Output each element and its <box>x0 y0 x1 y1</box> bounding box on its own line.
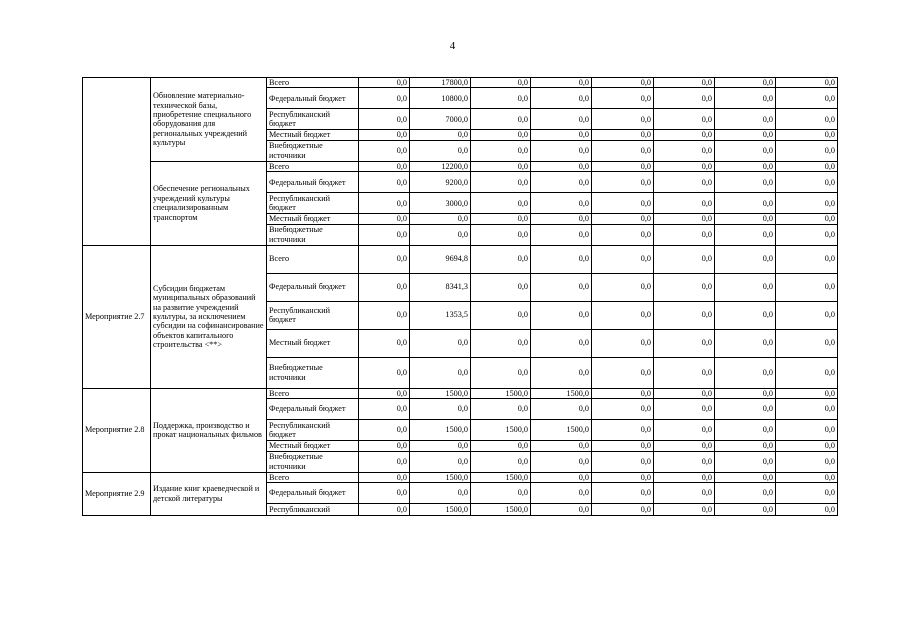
amount-cell: 0,0 <box>654 301 715 329</box>
amount-cell: 0,0 <box>592 109 654 130</box>
amount-cell: 0,0 <box>654 329 715 357</box>
amount-cell: 0,0 <box>776 172 838 193</box>
amount-cell: 0,0 <box>776 451 838 472</box>
funding-source-cell: Федеральный бюджет <box>267 482 359 503</box>
amount-cell: 0,0 <box>531 172 592 193</box>
amount-cell: 0,0 <box>592 451 654 472</box>
amount-cell: 0,0 <box>531 399 592 420</box>
table-row <box>83 161 838 171</box>
amount-cell: 0,0 <box>715 482 776 503</box>
amount-cell: 0,0 <box>410 214 471 224</box>
amount-cell: 0,0 <box>715 140 776 161</box>
amount-cell: 0,0 <box>359 130 410 140</box>
funding-source-cell: Республиканский бюджет <box>267 109 359 130</box>
amount-cell: 0,0 <box>531 357 592 388</box>
amount-cell: 0,0 <box>715 161 776 171</box>
amount-cell: 0,0 <box>531 301 592 329</box>
amount-cell: 0,0 <box>410 441 471 451</box>
table-row <box>83 472 838 482</box>
amount-cell: 0,0 <box>776 441 838 451</box>
amount-cell: 0,0 <box>654 472 715 482</box>
amount-cell: 0,0 <box>592 193 654 214</box>
description-cell: Поддержка, производство и прокат национальных фильмов <box>151 388 267 472</box>
amount-cell: 17800,0 <box>410 78 471 88</box>
amount-cell: 1500,0 <box>410 388 471 398</box>
amount-cell: 0,0 <box>471 301 531 329</box>
amount-cell: 0,0 <box>776 357 838 388</box>
description-cell: Обновление материально-технической базы, приобретение специального оборудования для региональных учреждений культуры <box>151 78 267 162</box>
amount-cell: 0,0 <box>592 503 654 515</box>
amount-cell: 0,0 <box>359 88 410 109</box>
amount-cell: 0,0 <box>471 140 531 161</box>
funding-source-cell: Республиканский бюджет <box>267 420 359 441</box>
amount-cell: 0,0 <box>359 224 410 245</box>
funding-source-cell: Местный бюджет <box>267 214 359 224</box>
table-row <box>83 245 838 273</box>
amount-cell: 0,0 <box>410 399 471 420</box>
amount-cell: 1353,5 <box>410 301 471 329</box>
amount-cell: 0,0 <box>776 161 838 171</box>
amount-cell: 0,0 <box>531 78 592 88</box>
amount-cell: 0,0 <box>592 88 654 109</box>
description-cell: Обеспечение региональных учреждений культуры специализированным транспортом <box>151 161 267 245</box>
funding-source-cell: Федеральный бюджет <box>267 273 359 301</box>
amount-cell: 0,0 <box>715 329 776 357</box>
amount-cell: 0,0 <box>776 130 838 140</box>
measure-cell <box>83 78 151 246</box>
amount-cell: 1500,0 <box>471 420 531 441</box>
amount-cell: 0,0 <box>654 482 715 503</box>
amount-cell: 0,0 <box>715 301 776 329</box>
amount-cell: 0,0 <box>531 245 592 273</box>
amount-cell: 0,0 <box>654 420 715 441</box>
amount-cell: 0,0 <box>531 273 592 301</box>
amount-cell: 0,0 <box>359 301 410 329</box>
amount-cell: 0,0 <box>654 161 715 171</box>
amount-cell: 0,0 <box>359 388 410 398</box>
table-row <box>83 78 838 88</box>
amount-cell: 0,0 <box>776 224 838 245</box>
amount-cell: 0,0 <box>592 472 654 482</box>
budget-table <box>82 77 838 516</box>
amount-cell: 0,0 <box>654 130 715 140</box>
amount-cell: 0,0 <box>715 130 776 140</box>
amount-cell: 0,0 <box>410 482 471 503</box>
amount-cell: 0,0 <box>654 88 715 109</box>
amount-cell: 0,0 <box>715 441 776 451</box>
amount-cell: 0,0 <box>715 357 776 388</box>
amount-cell: 0,0 <box>592 399 654 420</box>
measure-cell: Мероприятие 2.8 <box>83 388 151 472</box>
amount-cell: 0,0 <box>776 329 838 357</box>
amount-cell: 0,0 <box>776 388 838 398</box>
amount-cell: 0,0 <box>715 420 776 441</box>
amount-cell: 0,0 <box>654 109 715 130</box>
amount-cell: 0,0 <box>471 172 531 193</box>
amount-cell: 0,0 <box>715 193 776 214</box>
amount-cell: 0,0 <box>654 503 715 515</box>
funding-source-cell: Местный бюджет <box>267 329 359 357</box>
amount-cell: 0,0 <box>715 224 776 245</box>
amount-cell: 0,0 <box>776 273 838 301</box>
amount-cell: 0,0 <box>776 109 838 130</box>
funding-source-cell: Всего <box>267 472 359 482</box>
amount-cell: 0,0 <box>471 329 531 357</box>
amount-cell: 0,0 <box>776 140 838 161</box>
amount-cell: 0,0 <box>531 88 592 109</box>
budget-table-body <box>83 78 838 516</box>
amount-cell: 0,0 <box>531 140 592 161</box>
amount-cell: 0,0 <box>359 482 410 503</box>
amount-cell: 0,0 <box>654 245 715 273</box>
amount-cell: 0,0 <box>592 161 654 171</box>
amount-cell: 0,0 <box>654 172 715 193</box>
amount-cell: 0,0 <box>471 130 531 140</box>
amount-cell: 0,0 <box>654 451 715 472</box>
amount-cell: 1500,0 <box>471 503 531 515</box>
amount-cell: 0,0 <box>359 329 410 357</box>
amount-cell: 0,0 <box>592 172 654 193</box>
amount-cell: 0,0 <box>592 78 654 88</box>
amount-cell: 0,0 <box>359 451 410 472</box>
amount-cell: 0,0 <box>359 420 410 441</box>
amount-cell: 0,0 <box>715 245 776 273</box>
amount-cell: 0,0 <box>531 161 592 171</box>
amount-cell: 1500,0 <box>471 388 531 398</box>
amount-cell: 0,0 <box>410 357 471 388</box>
amount-cell: 0,0 <box>359 78 410 88</box>
amount-cell: 0,0 <box>592 420 654 441</box>
amount-cell: 0,0 <box>776 88 838 109</box>
amount-cell: 0,0 <box>776 420 838 441</box>
amount-cell: 0,0 <box>715 109 776 130</box>
amount-cell: 0,0 <box>715 388 776 398</box>
amount-cell: 0,0 <box>359 245 410 273</box>
amount-cell: 0,0 <box>471 193 531 214</box>
funding-source-cell: Всего <box>267 388 359 398</box>
amount-cell: 3000,0 <box>410 193 471 214</box>
amount-cell: 0,0 <box>471 224 531 245</box>
funding-source-cell: Республиканский бюджет <box>267 193 359 214</box>
amount-cell: 0,0 <box>592 245 654 273</box>
amount-cell: 0,0 <box>776 214 838 224</box>
amount-cell: 0,0 <box>410 329 471 357</box>
amount-cell: 0,0 <box>715 172 776 193</box>
amount-cell: 0,0 <box>776 245 838 273</box>
funding-source-cell: Всего <box>267 78 359 88</box>
page-number: 4 <box>449 40 456 52</box>
description-cell: Субсидии бюджетам муниципальных образований на развитие учреждений культуры, за исключением субсидии на софинансирование объектов капитального строительства <**> <box>151 245 267 388</box>
amount-cell: 0,0 <box>359 193 410 214</box>
funding-source-cell: Внебюджетные источники <box>267 357 359 388</box>
amount-cell: 0,0 <box>654 193 715 214</box>
amount-cell: 0,0 <box>359 140 410 161</box>
amount-cell: 0,0 <box>715 273 776 301</box>
amount-cell: 0,0 <box>715 78 776 88</box>
amount-cell: 0,0 <box>654 273 715 301</box>
amount-cell: 9694,8 <box>410 245 471 273</box>
amount-cell: 0,0 <box>410 130 471 140</box>
amount-cell: 0,0 <box>654 441 715 451</box>
amount-cell: 0,0 <box>531 482 592 503</box>
amount-cell: 0,0 <box>654 78 715 88</box>
amount-cell: 8341,3 <box>410 273 471 301</box>
amount-cell: 0,0 <box>654 399 715 420</box>
amount-cell: 0,0 <box>471 214 531 224</box>
amount-cell: 0,0 <box>592 214 654 224</box>
amount-cell: 0,0 <box>471 273 531 301</box>
amount-cell: 0,0 <box>654 388 715 398</box>
amount-cell: 0,0 <box>471 441 531 451</box>
amount-cell: 12200,0 <box>410 161 471 171</box>
amount-cell: 0,0 <box>471 161 531 171</box>
amount-cell: 0,0 <box>471 399 531 420</box>
amount-cell: 0,0 <box>654 214 715 224</box>
amount-cell: 0,0 <box>359 472 410 482</box>
amount-cell: 0,0 <box>592 140 654 161</box>
amount-cell: 0,0 <box>471 245 531 273</box>
amount-cell: 0,0 <box>592 388 654 398</box>
amount-cell: 0,0 <box>715 451 776 472</box>
funding-source-cell: Внебюджетные источники <box>267 224 359 245</box>
funding-source-cell: Внебюджетные источники <box>267 451 359 472</box>
amount-cell: 0,0 <box>776 482 838 503</box>
funding-source-cell: Всего <box>267 245 359 273</box>
amount-cell: 0,0 <box>531 503 592 515</box>
amount-cell: 0,0 <box>471 451 531 472</box>
amount-cell: 0,0 <box>715 214 776 224</box>
amount-cell: 7000,0 <box>410 109 471 130</box>
amount-cell: 0,0 <box>359 214 410 224</box>
amount-cell: 9200,0 <box>410 172 471 193</box>
amount-cell: 0,0 <box>359 503 410 515</box>
amount-cell: 0,0 <box>776 399 838 420</box>
amount-cell: 0,0 <box>359 357 410 388</box>
amount-cell: 0,0 <box>776 503 838 515</box>
amount-cell: 0,0 <box>359 441 410 451</box>
amount-cell: 0,0 <box>471 88 531 109</box>
amount-cell: 0,0 <box>359 273 410 301</box>
funding-source-cell: Республиканский <box>267 503 359 515</box>
amount-cell: 0,0 <box>410 451 471 472</box>
amount-cell: 0,0 <box>359 109 410 130</box>
amount-cell: 0,0 <box>776 78 838 88</box>
amount-cell: 0,0 <box>776 301 838 329</box>
amount-cell: 0,0 <box>531 451 592 472</box>
amount-cell: 0,0 <box>776 472 838 482</box>
funding-source-cell: Республиканский бюджет <box>267 301 359 329</box>
amount-cell: 1500,0 <box>471 472 531 482</box>
amount-cell: 0,0 <box>471 78 531 88</box>
amount-cell: 0,0 <box>592 130 654 140</box>
amount-cell: 0,0 <box>359 172 410 193</box>
amount-cell: 0,0 <box>592 482 654 503</box>
amount-cell: 0,0 <box>410 224 471 245</box>
amount-cell: 0,0 <box>592 224 654 245</box>
amount-cell: 0,0 <box>471 109 531 130</box>
amount-cell: 0,0 <box>531 130 592 140</box>
funding-source-cell: Внебюджетные источники <box>267 140 359 161</box>
measure-cell: Мероприятие 2.9 <box>83 472 151 515</box>
amount-cell: 0,0 <box>592 357 654 388</box>
amount-cell: 0,0 <box>410 140 471 161</box>
amount-cell: 0,0 <box>531 109 592 130</box>
amount-cell: 0,0 <box>531 214 592 224</box>
amount-cell: 0,0 <box>359 399 410 420</box>
amount-cell: 0,0 <box>531 224 592 245</box>
amount-cell: 0,0 <box>592 273 654 301</box>
amount-cell: 0,0 <box>471 482 531 503</box>
amount-cell: 0,0 <box>592 329 654 357</box>
amount-cell: 0,0 <box>531 193 592 214</box>
amount-cell: 0,0 <box>654 140 715 161</box>
amount-cell: 0,0 <box>359 161 410 171</box>
measure-cell: Мероприятие 2.7 <box>83 245 151 388</box>
amount-cell: 0,0 <box>715 399 776 420</box>
funding-source-cell: Федеральный бюджет <box>267 399 359 420</box>
amount-cell: 0,0 <box>471 357 531 388</box>
description-cell: Издание книг краеведческой и детской литературы <box>151 472 267 515</box>
amount-cell: 1500,0 <box>410 420 471 441</box>
amount-cell: 0,0 <box>531 329 592 357</box>
amount-cell: 0,0 <box>592 301 654 329</box>
funding-source-cell: Всего <box>267 161 359 171</box>
amount-cell: 10800,0 <box>410 88 471 109</box>
funding-source-cell: Федеральный бюджет <box>267 88 359 109</box>
amount-cell: 0,0 <box>715 503 776 515</box>
amount-cell: 0,0 <box>531 441 592 451</box>
funding-source-cell: Местный бюджет <box>267 441 359 451</box>
amount-cell: 0,0 <box>531 472 592 482</box>
amount-cell: 1500,0 <box>531 388 592 398</box>
amount-cell: 0,0 <box>776 193 838 214</box>
amount-cell: 0,0 <box>592 441 654 451</box>
amount-cell: 1500,0 <box>410 503 471 515</box>
funding-source-cell: Федеральный бюджет <box>267 172 359 193</box>
amount-cell: 0,0 <box>654 224 715 245</box>
amount-cell: 1500,0 <box>410 472 471 482</box>
table-row <box>83 388 838 398</box>
amount-cell: 1500,0 <box>531 420 592 441</box>
amount-cell: 0,0 <box>654 357 715 388</box>
funding-source-cell: Местный бюджет <box>267 130 359 140</box>
amount-cell: 0,0 <box>715 88 776 109</box>
amount-cell: 0,0 <box>715 472 776 482</box>
